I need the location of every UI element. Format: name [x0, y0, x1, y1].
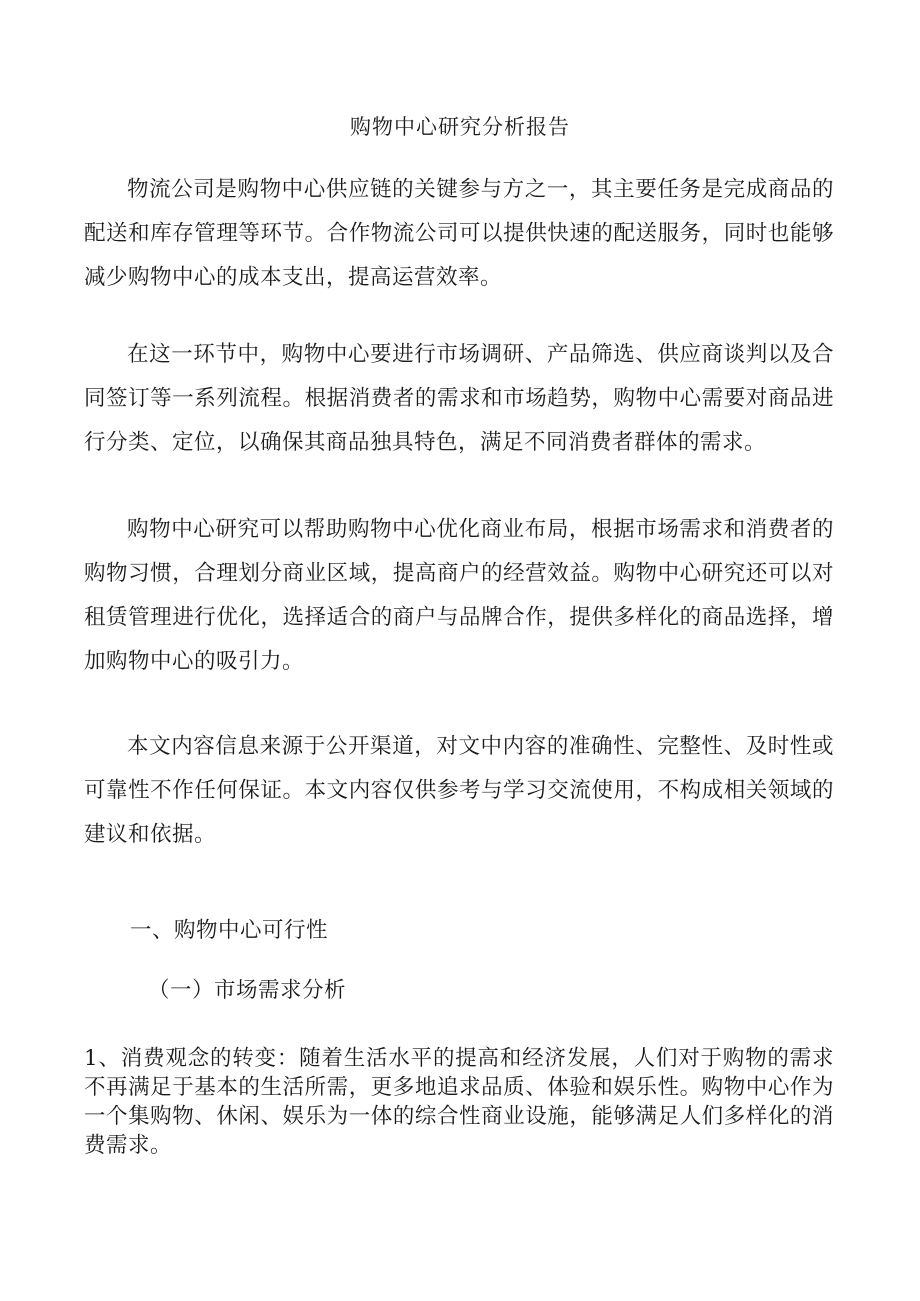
document-title: 购物中心研究分析报告 — [350, 115, 570, 139]
paragraph-research-benefits: 购物中心研究可以帮助购物中心优化商业布局，根据市场需求和消费者的购物习惯，合理划分商业区域，提高商户的经营效益。购物中心研究还可以对租赁管理进行优化，选择适合的商户与品牌合作，提供多样化的商品选择，增加购物中心的吸引力。 — [84, 517, 834, 674]
list-item-consumption-concept: 1、消费观念的转变：随着生活水平的提高和经济发展，人们对于购物的需求不再满足于基本的生活所需，更多地追求品质、体验和娱乐性。购物中心作为一个集购物、休闲、娱乐为一体的综合性商业设施，能够满足人们多样化的消费需求。 — [84, 1046, 834, 1158]
section-heading: 一、购物中心可行性 — [130, 918, 329, 943]
paragraph-disclaimer: 本文内容信息来源于公开渠道，对文中内容的准确性、完整性、及时性或可靠性不作任何保证。本文内容仅供参考与学习交流使用，不构成相关领域的建议和依据。 — [84, 734, 834, 847]
subsection-heading: （一）市场需求分析 — [148, 978, 347, 1003]
paragraph-procurement: 在这一环节中，购物中心要进行市场调研、产品筛选、供应商谈判以及合同签订等一系列流程。根据消费者的需求和市场趋势，购物中心需要对商品进行分类、定位，以确保其商品独具特色，满足不同消费者群体的需求。 — [84, 342, 834, 455]
paragraph-logistics: 物流公司是购物中心供应链的关键参与方之一，其主要任务是完成商品的配送和库存管理等环节。合作物流公司可以提供快速的配送服务，同时也能够减少购物中心的成本支出，提高运营效率。 — [84, 177, 834, 290]
